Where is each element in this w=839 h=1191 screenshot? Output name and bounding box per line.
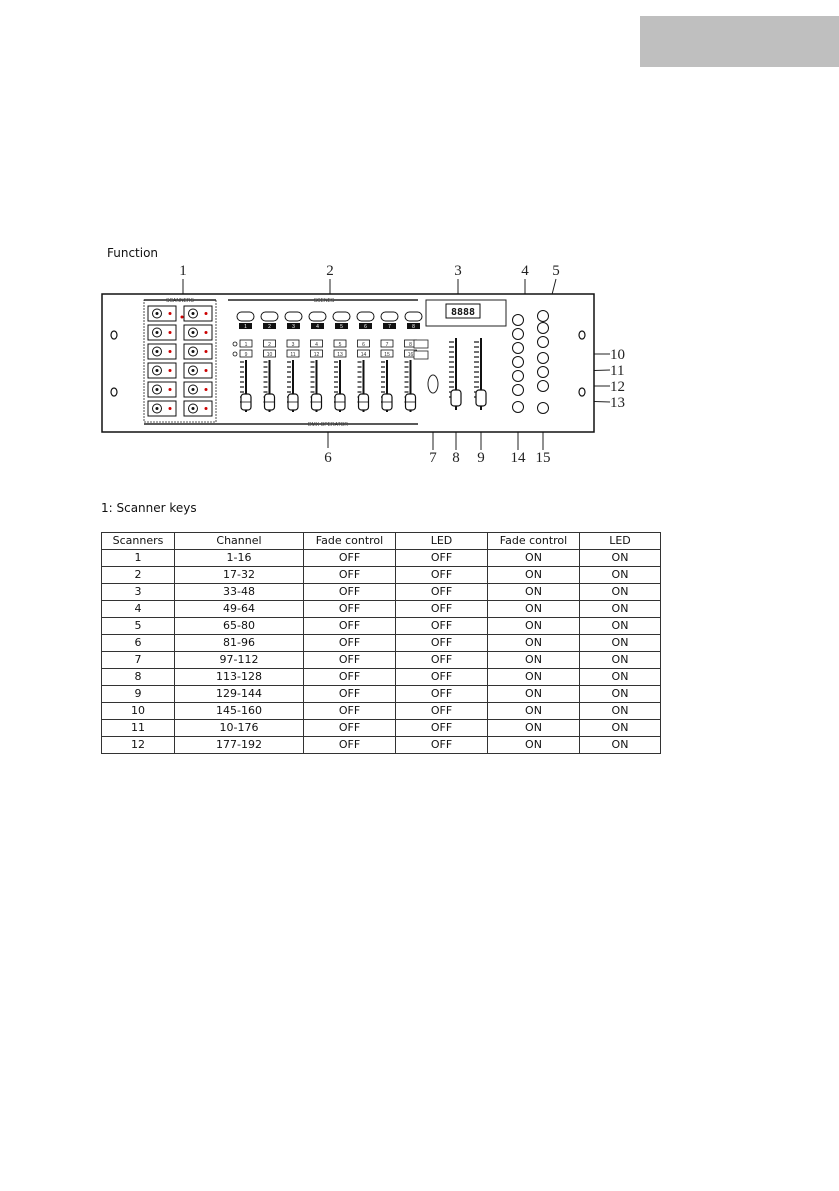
table-cell: ON (580, 601, 661, 618)
header-scanners: Scanners (102, 533, 175, 550)
table-cell: OFF (304, 652, 396, 669)
scanner-led (169, 350, 172, 353)
scene-button[interactable] (237, 312, 254, 321)
table-row (102, 686, 661, 703)
table-cell: OFF (304, 703, 396, 720)
scanner-led (169, 388, 172, 391)
table-cell: OFF (304, 618, 396, 635)
callout-6: 6 (324, 450, 332, 466)
scene-button[interactable] (405, 312, 422, 321)
callout-2: 2 (326, 263, 334, 279)
table-cell: ON (488, 686, 580, 703)
header-channel: Channel (175, 533, 304, 550)
function-button[interactable] (538, 367, 549, 378)
dmx-operator-label: DMX OPERATOR (307, 422, 349, 428)
callout-8: 8 (452, 450, 460, 466)
bank-number: 9 (244, 352, 248, 358)
table-cell: 145-160 (175, 703, 304, 720)
function-button[interactable] (538, 353, 549, 364)
table-cell: 1 (102, 550, 175, 567)
callout-5: 5 (552, 263, 560, 279)
table-row (102, 567, 661, 584)
table-cell: ON (580, 686, 661, 703)
table-cell: ON (488, 618, 580, 635)
callout-10: 10 (610, 347, 625, 363)
table-cell: 9 (102, 686, 175, 703)
scanner-key[interactable] (184, 306, 212, 321)
callout-9: 9 (477, 450, 485, 466)
table-cell: 4 (102, 601, 175, 618)
table-cell: ON (488, 669, 580, 686)
table-cell: OFF (396, 652, 488, 669)
scanner-led (169, 331, 172, 334)
callout-15: 15 (535, 450, 551, 466)
page-select-b[interactable] (414, 351, 428, 359)
scanner-led (205, 388, 208, 391)
table-cell: 10 (102, 703, 175, 720)
bank-number: 2 (268, 342, 271, 348)
scene-number: 5 (340, 324, 343, 330)
table-cell: ON (488, 601, 580, 618)
header-fade-control-on: Fade control (488, 533, 580, 550)
function-heading: Function (107, 246, 159, 260)
table-cell: OFF (304, 601, 396, 618)
table-cell: ON (488, 652, 580, 669)
table-cell: 11 (102, 720, 175, 737)
bank-number: 10 (266, 352, 273, 358)
table-cell: ON (580, 584, 661, 601)
scanner-led (205, 350, 208, 353)
scanner-led (205, 312, 208, 315)
bank-number: 5 (338, 342, 342, 348)
header-led-off: LED (396, 533, 488, 550)
table-cell: 17-32 (175, 567, 304, 584)
dmx-controller-diagram (98, 262, 668, 472)
function-button[interactable] (538, 311, 549, 322)
page-select-a[interactable] (414, 340, 428, 348)
scanner-key[interactable] (148, 344, 176, 359)
table-cell: OFF (396, 618, 488, 635)
table-cell: OFF (396, 635, 488, 652)
table-cell: 65-80 (175, 618, 304, 635)
bank-number: 8 (409, 342, 412, 348)
callout-13: 13 (610, 395, 625, 411)
table-cell: ON (580, 703, 661, 720)
scene-number: 1 (244, 324, 247, 330)
table-row (102, 737, 661, 754)
table-cell: 33-48 (175, 584, 304, 601)
callout-7: 7 (429, 450, 437, 466)
bank-number: 3 (291, 342, 295, 348)
scene-number: 6 (364, 324, 367, 330)
table-cell: ON (580, 618, 661, 635)
scanner-key[interactable] (148, 306, 176, 321)
table-row (102, 550, 661, 567)
bank-number: 1 (244, 342, 248, 348)
callout-3: 3 (454, 263, 462, 279)
scanner-key[interactable] (184, 401, 212, 416)
scanner-keys-heading: 1: Scanner keys (101, 501, 197, 515)
table-cell: 5 (102, 618, 175, 635)
table-cell: OFF (396, 584, 488, 601)
scanner-key[interactable] (148, 401, 176, 416)
table-cell: OFF (396, 550, 488, 567)
table-cell: ON (488, 584, 580, 601)
scene-button[interactable] (261, 312, 278, 321)
table-cell: 6 (102, 635, 175, 652)
function-button[interactable] (538, 381, 549, 392)
table-cell: OFF (304, 567, 396, 584)
bank-number: 7 (385, 342, 389, 348)
table-cell: OFF (396, 686, 488, 703)
scanner-key[interactable] (184, 325, 212, 340)
callout-1: 1 (179, 263, 187, 279)
scanner-key[interactable] (148, 382, 176, 397)
table-row (102, 669, 661, 686)
page-corner-tab (640, 16, 839, 67)
table-cell: ON (580, 635, 661, 652)
table-cell: ON (488, 550, 580, 567)
table-cell: OFF (304, 635, 396, 652)
callout-12: 12 (610, 379, 625, 395)
table-cell: OFF (396, 737, 488, 754)
table-cell: 81-96 (175, 635, 304, 652)
scanner-key[interactable] (184, 382, 212, 397)
table-cell: ON (488, 567, 580, 584)
table-cell: OFF (304, 550, 396, 567)
function-button[interactable] (513, 315, 524, 326)
scanner-led (205, 331, 208, 334)
callout-11: 11 (610, 363, 625, 379)
scene-button[interactable] (309, 312, 326, 321)
scene-button[interactable] (357, 312, 374, 321)
scene-number: 3 (292, 324, 295, 330)
callout-14: 14 (510, 450, 526, 466)
scanner-key[interactable] (148, 363, 176, 378)
table-cell: ON (580, 550, 661, 567)
function-button[interactable] (538, 337, 549, 348)
table-cell: ON (488, 720, 580, 737)
table-cell: 2 (102, 567, 175, 584)
table-cell: OFF (304, 584, 396, 601)
table-cell: ON (580, 567, 661, 584)
table-row (102, 720, 661, 737)
function-button[interactable] (513, 357, 524, 368)
bank-number: 4 (315, 342, 318, 348)
header-fade-control-off: Fade control (304, 533, 396, 550)
table-cell: 3 (102, 584, 175, 601)
scanner-table (101, 532, 661, 754)
table-row (102, 652, 661, 669)
table-cell: OFF (396, 601, 488, 618)
table-cell: OFF (304, 686, 396, 703)
table-cell: ON (580, 737, 661, 754)
function-button[interactable] (513, 385, 524, 396)
table-cell: ON (488, 635, 580, 652)
scene-number: 8 (412, 324, 415, 330)
table-cell: 113-128 (175, 669, 304, 686)
table-cell: OFF (304, 720, 396, 737)
function-button[interactable] (513, 371, 524, 382)
function-button[interactable] (513, 329, 524, 340)
table-cell: 1-16 (175, 550, 304, 567)
table-cell: 97-112 (175, 652, 304, 669)
scene-number: 2 (268, 324, 271, 330)
table-header-row (102, 533, 661, 550)
table-row (102, 584, 661, 601)
table-row (102, 618, 661, 635)
table-cell: ON (580, 720, 661, 737)
table-cell: OFF (304, 737, 396, 754)
table-cell: 8 (102, 669, 175, 686)
table-cell: OFF (396, 567, 488, 584)
table-row (102, 601, 661, 618)
scanner-key[interactable] (148, 325, 176, 340)
table-row (102, 703, 661, 720)
scanners-label: SCANNERS (166, 298, 194, 304)
table-cell: 10-176 (175, 720, 304, 737)
table-cell: 7 (102, 652, 175, 669)
bank-number: 16 (407, 352, 414, 358)
header-led-on: LED (580, 533, 661, 550)
table-cell: 129-144 (175, 686, 304, 703)
table-cell: ON (580, 652, 661, 669)
table-row (102, 635, 661, 652)
table-cell: OFF (396, 703, 488, 720)
scene-button[interactable] (333, 312, 350, 321)
scanner-key[interactable] (184, 344, 212, 359)
scanner-led (205, 369, 208, 372)
table-cell: 12 (102, 737, 175, 754)
table-cell: OFF (304, 669, 396, 686)
blackout-button[interactable] (428, 375, 438, 393)
function-button[interactable] (538, 403, 549, 414)
scene-number: 4 (316, 324, 319, 330)
table-cell: 49-64 (175, 601, 304, 618)
table-cell: 177-192 (175, 737, 304, 754)
bank-number: 12 (313, 352, 320, 358)
bank-number: 14 (360, 352, 367, 358)
table-cell: ON (488, 703, 580, 720)
table-cell: OFF (396, 720, 488, 737)
scenes-label: SCENES (313, 298, 335, 304)
function-button[interactable] (513, 402, 524, 413)
table-cell: ON (488, 737, 580, 754)
scene-button[interactable] (381, 312, 398, 321)
bank-number: 13 (337, 352, 343, 358)
scene-button[interactable] (285, 312, 302, 321)
bank-number: 11 (290, 352, 296, 358)
scanner-led (169, 369, 172, 372)
function-button[interactable] (513, 343, 524, 354)
scanner-indicator-led (181, 316, 184, 319)
scanner-led (169, 407, 172, 410)
scanner-key[interactable] (184, 363, 212, 378)
function-button[interactable] (538, 323, 549, 334)
scanner-led (169, 312, 172, 315)
callout-4: 4 (521, 263, 529, 279)
bank-number: 6 (362, 342, 365, 348)
table-cell: OFF (396, 669, 488, 686)
bank-number: 15 (384, 352, 390, 358)
scanner-led (205, 407, 208, 410)
table-cell: ON (580, 669, 661, 686)
page-a-led (233, 342, 237, 346)
scene-number: 7 (388, 324, 391, 330)
display-digits: 8888 (450, 307, 476, 318)
page-b-led (233, 352, 237, 356)
